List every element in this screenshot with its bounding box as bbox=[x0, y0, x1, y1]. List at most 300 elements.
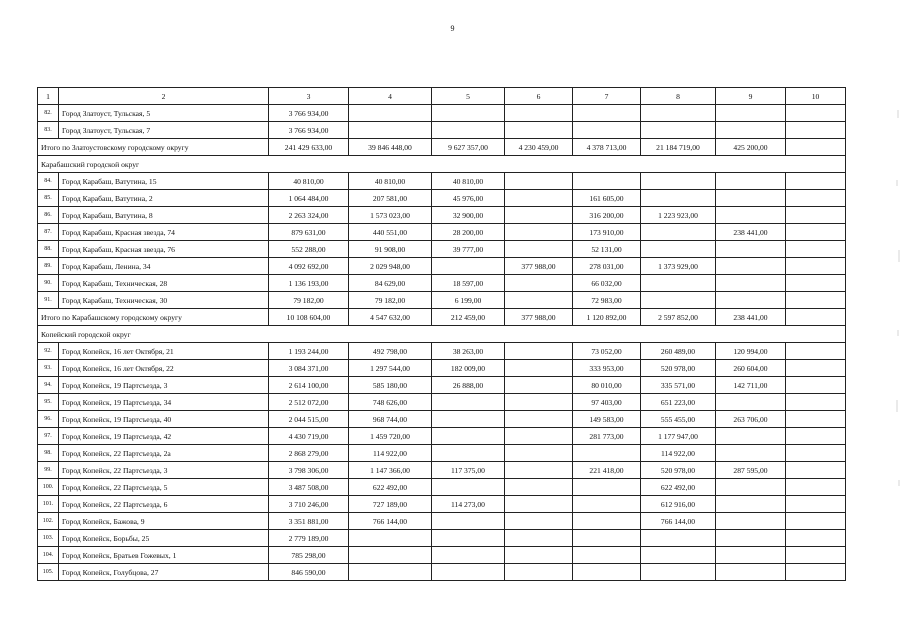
amount-cell-c8: 520 978,00 bbox=[641, 360, 716, 377]
amount-cell-c10 bbox=[786, 190, 846, 207]
amount-cell-c8 bbox=[641, 224, 716, 241]
amount-cell-c4: 748 626,00 bbox=[349, 394, 432, 411]
amount-cell-c4: 1 147 366,00 bbox=[349, 462, 432, 479]
row-number: 99. bbox=[38, 462, 59, 479]
amount-cell-c6 bbox=[505, 377, 573, 394]
row-number: 90. bbox=[38, 275, 59, 292]
amount-cell-c7: 316 200,00 bbox=[573, 207, 641, 224]
table-row bbox=[38, 275, 846, 292]
amount-cell-c10 bbox=[786, 360, 846, 377]
amount-cell-c3: 40 810,00 bbox=[269, 173, 349, 190]
amount-cell-c6 bbox=[505, 564, 573, 581]
amount-cell-c8: 21 184 719,00 bbox=[641, 139, 716, 156]
row-number: 85. bbox=[38, 190, 59, 207]
amount-cell-c5 bbox=[432, 105, 505, 122]
amount-cell-c10 bbox=[786, 445, 846, 462]
amount-cell-c6 bbox=[505, 173, 573, 190]
amount-cell-c10 bbox=[786, 105, 846, 122]
amount-cell-c9 bbox=[716, 292, 786, 309]
amount-cell-c3: 2 512 072,00 bbox=[269, 394, 349, 411]
row-number: 95. bbox=[38, 394, 59, 411]
column-header: 9 bbox=[716, 88, 786, 105]
amount-cell-c10 bbox=[786, 479, 846, 496]
amount-cell-c3: 3 084 371,00 bbox=[269, 360, 349, 377]
amount-cell-c10 bbox=[786, 275, 846, 292]
column-header: 1 bbox=[38, 88, 59, 105]
row-number: 86. bbox=[38, 207, 59, 224]
column-header: 8 bbox=[641, 88, 716, 105]
building-address: Город Копейск, Борьбы, 25 bbox=[59, 530, 269, 547]
amount-cell-c9 bbox=[716, 190, 786, 207]
amount-cell-c4: 91 908,00 bbox=[349, 241, 432, 258]
amount-cell-c4: 4 547 632,00 bbox=[349, 309, 432, 326]
row-number: 97. bbox=[38, 428, 59, 445]
amount-cell-c4: 727 189,00 bbox=[349, 496, 432, 513]
column-header: 7 bbox=[573, 88, 641, 105]
building-address: Город Златоуст, Тульская, 7 bbox=[59, 122, 269, 139]
amount-cell-c3: 3 766 934,00 bbox=[269, 105, 349, 122]
amount-cell-c7 bbox=[573, 564, 641, 581]
amount-cell-c10 bbox=[786, 343, 846, 360]
amount-cell-c5: 18 597,00 bbox=[432, 275, 505, 292]
column-header: 6 bbox=[505, 88, 573, 105]
building-address: Город Карабаш, Техническая, 28 bbox=[59, 275, 269, 292]
row-number: 87. bbox=[38, 224, 59, 241]
amount-cell-c8: 520 978,00 bbox=[641, 462, 716, 479]
amount-cell-c10 bbox=[786, 462, 846, 479]
amount-cell-c4: 622 492,00 bbox=[349, 479, 432, 496]
building-address: Город Карабаш, Техническая, 30 bbox=[59, 292, 269, 309]
row-number: 89. bbox=[38, 258, 59, 275]
amount-cell-c4 bbox=[349, 122, 432, 139]
amount-cell-c3: 2 614 100,00 bbox=[269, 377, 349, 394]
district-name: Копейский городской округ bbox=[38, 326, 846, 343]
amount-cell-c10 bbox=[786, 258, 846, 275]
building-address: Город Копейск, 19 Партсъезда, 3 bbox=[59, 377, 269, 394]
amount-cell-c4: 84 629,00 bbox=[349, 275, 432, 292]
amount-cell-c10 bbox=[786, 428, 846, 445]
amount-cell-c3: 1 136 193,00 bbox=[269, 275, 349, 292]
amount-cell-c5 bbox=[432, 122, 505, 139]
amount-cell-c7: 149 583,00 bbox=[573, 411, 641, 428]
amount-cell-c3: 1 064 484,00 bbox=[269, 190, 349, 207]
amount-cell-c6 bbox=[505, 462, 573, 479]
amount-cell-c4: 1 297 544,00 bbox=[349, 360, 432, 377]
amount-cell-c6: 4 230 459,00 bbox=[505, 139, 573, 156]
amount-cell-c6 bbox=[505, 411, 573, 428]
amount-cell-c5: 38 263,00 bbox=[432, 343, 505, 360]
amount-cell-c5: 39 777,00 bbox=[432, 241, 505, 258]
amount-cell-c4: 968 744,00 bbox=[349, 411, 432, 428]
amount-cell-c7 bbox=[573, 513, 641, 530]
amount-cell-c8: 1 373 929,00 bbox=[641, 258, 716, 275]
amount-cell-c8 bbox=[641, 173, 716, 190]
column-header: 3 bbox=[269, 88, 349, 105]
building-address: Город Карабаш, Ленина, 34 bbox=[59, 258, 269, 275]
amount-cell-c3: 552 288,00 bbox=[269, 241, 349, 258]
table-row bbox=[38, 173, 846, 190]
amount-cell-c5: 212 459,00 bbox=[432, 309, 505, 326]
amount-cell-c4: 40 810,00 bbox=[349, 173, 432, 190]
amount-cell-c9 bbox=[716, 428, 786, 445]
table-row bbox=[38, 530, 846, 547]
amount-cell-c10 bbox=[786, 309, 846, 326]
building-address: Город Копейск, 22 Партсъезда, 2а bbox=[59, 445, 269, 462]
amount-cell-c3: 3 766 934,00 bbox=[269, 122, 349, 139]
amount-cell-c4: 585 180,00 bbox=[349, 377, 432, 394]
amount-cell-c3: 10 108 604,00 bbox=[269, 309, 349, 326]
amount-cell-c9 bbox=[716, 547, 786, 564]
building-address: Город Карабаш, Ватутина, 15 bbox=[59, 173, 269, 190]
amount-cell-c3: 3 351 881,00 bbox=[269, 513, 349, 530]
table-row bbox=[38, 428, 846, 445]
building-address: Город Копейск, 19 Партсъезда, 34 bbox=[59, 394, 269, 411]
row-number: 82. bbox=[38, 105, 59, 122]
row-number: 103. bbox=[38, 530, 59, 547]
table-row bbox=[38, 207, 846, 224]
table-row bbox=[38, 360, 846, 377]
amount-cell-c10 bbox=[786, 122, 846, 139]
amount-cell-c6 bbox=[505, 292, 573, 309]
amount-cell-c3: 846 590,00 bbox=[269, 564, 349, 581]
amount-cell-c6 bbox=[505, 428, 573, 445]
amount-cell-c6 bbox=[505, 275, 573, 292]
amount-cell-c9 bbox=[716, 394, 786, 411]
amount-cell-c5: 6 199,00 bbox=[432, 292, 505, 309]
amount-cell-c5 bbox=[432, 513, 505, 530]
column-header: 10 bbox=[786, 88, 846, 105]
amount-cell-c6 bbox=[505, 207, 573, 224]
amount-cell-c6: 377 988,00 bbox=[505, 258, 573, 275]
amount-cell-c9 bbox=[716, 122, 786, 139]
amount-cell-c8 bbox=[641, 292, 716, 309]
amount-cell-c8 bbox=[641, 190, 716, 207]
amount-cell-c10 bbox=[786, 207, 846, 224]
amount-cell-c8: 622 492,00 bbox=[641, 479, 716, 496]
building-address: Город Копейск, Бажова, 9 bbox=[59, 513, 269, 530]
amount-cell-c10 bbox=[786, 513, 846, 530]
district-name: Карабашский городской округ bbox=[38, 156, 846, 173]
amount-cell-c10 bbox=[786, 377, 846, 394]
column-number-row bbox=[38, 88, 846, 105]
table-row bbox=[38, 411, 846, 428]
amount-cell-c3: 3 798 306,00 bbox=[269, 462, 349, 479]
amount-cell-c5 bbox=[432, 411, 505, 428]
amount-cell-c7 bbox=[573, 122, 641, 139]
amount-cell-c7 bbox=[573, 445, 641, 462]
building-address: Город Карабаш, Красная звезда, 74 bbox=[59, 224, 269, 241]
amount-cell-c8: 335 571,00 bbox=[641, 377, 716, 394]
amount-cell-c5: 117 375,00 bbox=[432, 462, 505, 479]
amount-cell-c4: 1 459 720,00 bbox=[349, 428, 432, 445]
building-address: Город Златоуст, Тульская, 5 bbox=[59, 105, 269, 122]
amount-cell-c9: 425 200,00 bbox=[716, 139, 786, 156]
amount-cell-c10 bbox=[786, 224, 846, 241]
amount-cell-c5: 28 200,00 bbox=[432, 224, 505, 241]
amount-cell-c4: 2 029 948,00 bbox=[349, 258, 432, 275]
amount-cell-c7: 161 605,00 bbox=[573, 190, 641, 207]
amount-cell-c7: 97 403,00 bbox=[573, 394, 641, 411]
amount-cell-c5 bbox=[432, 445, 505, 462]
column-header: 2 bbox=[59, 88, 269, 105]
row-number: 83. bbox=[38, 122, 59, 139]
amount-cell-c7: 281 773,00 bbox=[573, 428, 641, 445]
amount-cell-c8 bbox=[641, 547, 716, 564]
row-number: 91. bbox=[38, 292, 59, 309]
amount-cell-c3: 2 263 324,00 bbox=[269, 207, 349, 224]
amount-cell-c7: 1 120 892,00 bbox=[573, 309, 641, 326]
amount-cell-c9 bbox=[716, 513, 786, 530]
table-row bbox=[38, 496, 846, 513]
building-address: Город Копейск, 19 Партсъезда, 40 bbox=[59, 411, 269, 428]
amount-cell-c4: 492 798,00 bbox=[349, 343, 432, 360]
amount-cell-c7: 221 418,00 bbox=[573, 462, 641, 479]
building-address: Город Копейск, Братьев Гожевых, 1 bbox=[59, 547, 269, 564]
amount-cell-c9 bbox=[716, 207, 786, 224]
amount-cell-c7: 278 031,00 bbox=[573, 258, 641, 275]
amount-cell-c9: 142 711,00 bbox=[716, 377, 786, 394]
amount-cell-c10 bbox=[786, 547, 846, 564]
building-address: Город Копейск, 22 Партсъезда, 6 bbox=[59, 496, 269, 513]
amount-cell-c9 bbox=[716, 479, 786, 496]
amount-cell-c4: 207 581,00 bbox=[349, 190, 432, 207]
amount-cell-c4: 1 573 023,00 bbox=[349, 207, 432, 224]
amount-cell-c10 bbox=[786, 394, 846, 411]
table-row bbox=[38, 292, 846, 309]
table-body bbox=[38, 88, 846, 581]
amount-cell-c9: 238 441,00 bbox=[716, 224, 786, 241]
amount-cell-c3: 2 779 189,00 bbox=[269, 530, 349, 547]
amount-cell-c5 bbox=[432, 564, 505, 581]
amount-cell-c5: 26 888,00 bbox=[432, 377, 505, 394]
amount-cell-c4 bbox=[349, 530, 432, 547]
column-header: 5 bbox=[432, 88, 505, 105]
amount-cell-c5 bbox=[432, 530, 505, 547]
amount-cell-c9 bbox=[716, 564, 786, 581]
table-row bbox=[38, 258, 846, 275]
amount-cell-c6 bbox=[505, 530, 573, 547]
amount-cell-c9 bbox=[716, 173, 786, 190]
amount-cell-c8: 114 922,00 bbox=[641, 445, 716, 462]
amount-cell-c9: 238 441,00 bbox=[716, 309, 786, 326]
amount-cell-c5 bbox=[432, 479, 505, 496]
amount-cell-c4: 440 551,00 bbox=[349, 224, 432, 241]
amount-cell-c9 bbox=[716, 258, 786, 275]
row-number: 104. bbox=[38, 547, 59, 564]
amount-cell-c7 bbox=[573, 496, 641, 513]
row-number: 94. bbox=[38, 377, 59, 394]
amount-cell-c5 bbox=[432, 258, 505, 275]
building-address: Город Копейск, Голубцова, 27 bbox=[59, 564, 269, 581]
amount-cell-c10 bbox=[786, 530, 846, 547]
page-number: 9 bbox=[450, 24, 455, 33]
amount-cell-c9 bbox=[716, 496, 786, 513]
table-row bbox=[38, 122, 846, 139]
row-number: 93. bbox=[38, 360, 59, 377]
amount-cell-c3: 785 298,00 bbox=[269, 547, 349, 564]
amount-cell-c3: 879 631,00 bbox=[269, 224, 349, 241]
capital-repair-table bbox=[37, 87, 846, 581]
amount-cell-c7 bbox=[573, 173, 641, 190]
amount-cell-c8: 2 597 852,00 bbox=[641, 309, 716, 326]
row-number: 84. bbox=[38, 173, 59, 190]
building-address: Город Копейск, 16 лет Октября, 22 bbox=[59, 360, 269, 377]
amount-cell-c6 bbox=[505, 190, 573, 207]
amount-cell-c8: 766 144,00 bbox=[641, 513, 716, 530]
row-number: 98. bbox=[38, 445, 59, 462]
amount-cell-c3: 1 193 244,00 bbox=[269, 343, 349, 360]
amount-cell-c7: 80 010,00 bbox=[573, 377, 641, 394]
building-address: Город Копейск, 19 Партсъезда, 42 bbox=[59, 428, 269, 445]
amount-cell-c6 bbox=[505, 496, 573, 513]
amount-cell-c10 bbox=[786, 411, 846, 428]
amount-cell-c3: 3 710 246,00 bbox=[269, 496, 349, 513]
table-row bbox=[38, 190, 846, 207]
amount-cell-c7: 73 052,00 bbox=[573, 343, 641, 360]
amount-cell-c10 bbox=[786, 173, 846, 190]
row-number: 88. bbox=[38, 241, 59, 258]
amount-cell-c3: 2 868 279,00 bbox=[269, 445, 349, 462]
amount-cell-c10 bbox=[786, 241, 846, 258]
row-number: 92. bbox=[38, 343, 59, 360]
amount-cell-c3: 2 044 515,00 bbox=[269, 411, 349, 428]
amount-cell-c6 bbox=[505, 122, 573, 139]
table-row bbox=[38, 241, 846, 258]
building-address: Город Карабаш, Ватутина, 8 bbox=[59, 207, 269, 224]
amount-cell-c9: 263 706,00 bbox=[716, 411, 786, 428]
amount-cell-c6 bbox=[505, 360, 573, 377]
amount-cell-c8 bbox=[641, 122, 716, 139]
amount-cell-c8 bbox=[641, 530, 716, 547]
amount-cell-c4 bbox=[349, 547, 432, 564]
amount-cell-c8: 1 177 947,00 bbox=[641, 428, 716, 445]
amount-cell-c9: 260 604,00 bbox=[716, 360, 786, 377]
scan-edge-marks bbox=[893, 0, 903, 640]
amount-cell-c8: 260 489,00 bbox=[641, 343, 716, 360]
amount-cell-c7: 66 032,00 bbox=[573, 275, 641, 292]
building-address: Город Карабаш, Ватутина, 2 bbox=[59, 190, 269, 207]
district-total-row bbox=[38, 309, 846, 326]
amount-cell-c5: 114 273,00 bbox=[432, 496, 505, 513]
amount-cell-c7: 333 953,00 bbox=[573, 360, 641, 377]
amount-cell-c5: 9 627 357,00 bbox=[432, 139, 505, 156]
row-number: 105. bbox=[38, 564, 59, 581]
amount-cell-c6 bbox=[505, 547, 573, 564]
row-number: 102. bbox=[38, 513, 59, 530]
district-section-row bbox=[38, 156, 846, 173]
amount-cell-c9 bbox=[716, 445, 786, 462]
table-row bbox=[38, 547, 846, 564]
amount-cell-c3: 79 182,00 bbox=[269, 292, 349, 309]
amount-cell-c7: 72 983,00 bbox=[573, 292, 641, 309]
table-row bbox=[38, 513, 846, 530]
amount-cell-c8: 1 223 923,00 bbox=[641, 207, 716, 224]
amount-cell-c5: 32 900,00 bbox=[432, 207, 505, 224]
amount-cell-c8: 555 455,00 bbox=[641, 411, 716, 428]
amount-cell-c8 bbox=[641, 105, 716, 122]
table-row bbox=[38, 377, 846, 394]
district-total-row bbox=[38, 139, 846, 156]
table-row bbox=[38, 445, 846, 462]
amount-cell-c9: 287 595,00 bbox=[716, 462, 786, 479]
row-number: 101. bbox=[38, 496, 59, 513]
amount-cell-c6 bbox=[505, 479, 573, 496]
amount-cell-c8: 612 916,00 bbox=[641, 496, 716, 513]
amount-cell-c3: 4 430 719,00 bbox=[269, 428, 349, 445]
table-row bbox=[38, 105, 846, 122]
amount-cell-c8 bbox=[641, 275, 716, 292]
amount-cell-c5: 182 009,00 bbox=[432, 360, 505, 377]
row-number: 96. bbox=[38, 411, 59, 428]
amount-cell-c4: 39 846 448,00 bbox=[349, 139, 432, 156]
amount-cell-c7: 4 378 713,00 bbox=[573, 139, 641, 156]
amount-cell-c9 bbox=[716, 241, 786, 258]
amount-cell-c7 bbox=[573, 105, 641, 122]
amount-cell-c4: 79 182,00 bbox=[349, 292, 432, 309]
building-address: Город Карабаш, Красная звезда, 76 bbox=[59, 241, 269, 258]
amount-cell-c6 bbox=[505, 445, 573, 462]
amount-cell-c3: 3 487 508,00 bbox=[269, 479, 349, 496]
amount-cell-c8: 651 223,00 bbox=[641, 394, 716, 411]
amount-cell-c6 bbox=[505, 224, 573, 241]
column-header: 4 bbox=[349, 88, 432, 105]
total-label: Итого по Златоустовскому городскому округу bbox=[38, 139, 269, 156]
amount-cell-c10 bbox=[786, 139, 846, 156]
amount-cell-c4 bbox=[349, 564, 432, 581]
amount-cell-c5 bbox=[432, 428, 505, 445]
amount-cell-c9 bbox=[716, 275, 786, 292]
amount-cell-c5 bbox=[432, 394, 505, 411]
amount-cell-c7 bbox=[573, 530, 641, 547]
amount-cell-c9 bbox=[716, 105, 786, 122]
amount-cell-c8 bbox=[641, 241, 716, 258]
amount-cell-c5: 45 976,00 bbox=[432, 190, 505, 207]
total-label: Итого по Карабашскому городскому округу bbox=[38, 309, 269, 326]
table-row bbox=[38, 394, 846, 411]
table-row bbox=[38, 224, 846, 241]
amount-cell-c4: 114 922,00 bbox=[349, 445, 432, 462]
building-address: Город Копейск, 22 Партсъезда, 3 bbox=[59, 462, 269, 479]
amount-cell-c10 bbox=[786, 292, 846, 309]
amount-cell-c6: 377 988,00 bbox=[505, 309, 573, 326]
table-row bbox=[38, 462, 846, 479]
amount-cell-c6 bbox=[505, 105, 573, 122]
amount-cell-c7 bbox=[573, 479, 641, 496]
building-address: Город Копейск, 16 лет Октября, 21 bbox=[59, 343, 269, 360]
table-row bbox=[38, 479, 846, 496]
amount-cell-c8 bbox=[641, 564, 716, 581]
building-address: Город Копейск, 22 Партсъезда, 5 bbox=[59, 479, 269, 496]
amount-cell-c6 bbox=[505, 241, 573, 258]
amount-cell-c4: 766 144,00 bbox=[349, 513, 432, 530]
amount-cell-c6 bbox=[505, 394, 573, 411]
amount-cell-c4 bbox=[349, 105, 432, 122]
amount-cell-c5 bbox=[432, 547, 505, 564]
table-row bbox=[38, 343, 846, 360]
amount-cell-c3: 4 092 692,00 bbox=[269, 258, 349, 275]
amount-cell-c6 bbox=[505, 343, 573, 360]
table-row bbox=[38, 564, 846, 581]
amount-cell-c7: 173 910,00 bbox=[573, 224, 641, 241]
amount-cell-c9 bbox=[716, 530, 786, 547]
amount-cell-c3: 241 429 633,00 bbox=[269, 139, 349, 156]
district-section-row bbox=[38, 326, 846, 343]
amount-cell-c7: 52 131,00 bbox=[573, 241, 641, 258]
amount-cell-c6 bbox=[505, 513, 573, 530]
row-number: 100. bbox=[38, 479, 59, 496]
amount-cell-c5: 40 810,00 bbox=[432, 173, 505, 190]
amount-cell-c7 bbox=[573, 547, 641, 564]
